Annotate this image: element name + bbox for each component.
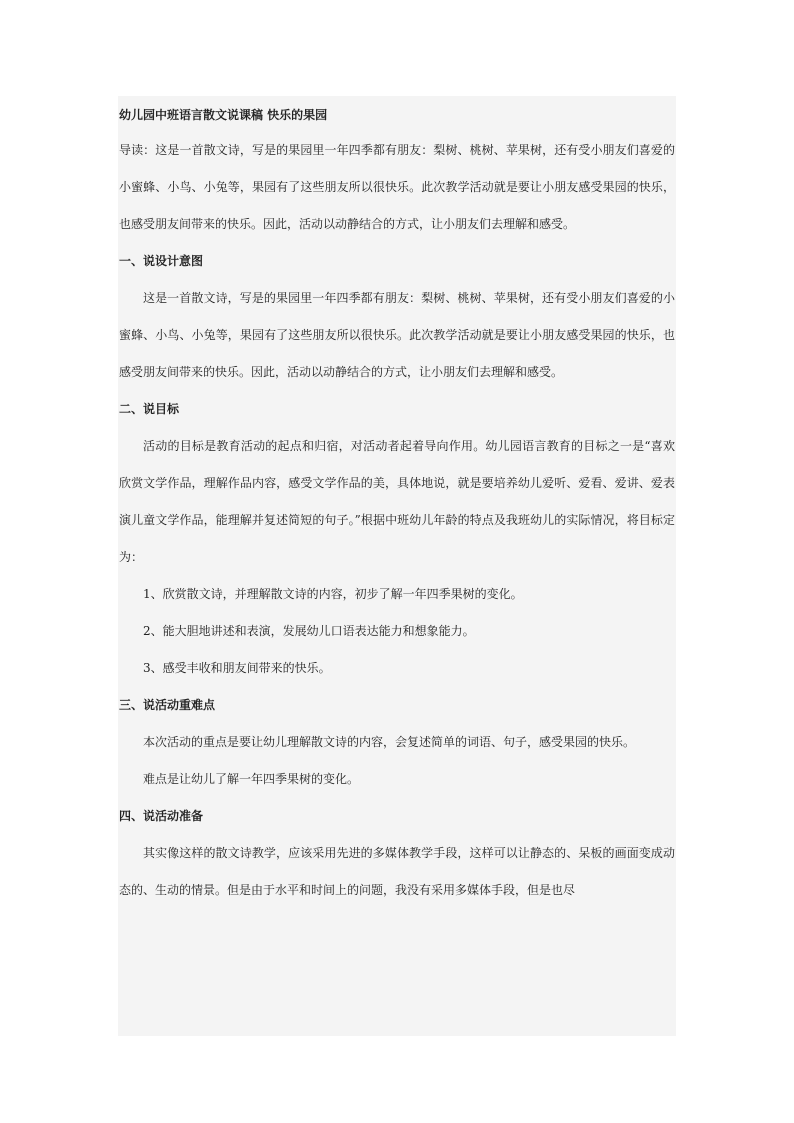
document-title: 幼儿园中班语言散文说课稿 快乐的果园 xyxy=(119,108,328,122)
section-heading-preparation: 四、说活动准备 xyxy=(119,809,204,823)
section-paragraph: 这是一首散文诗，写是的果园里一年四季都有朋友：梨树、桃树、苹果树，还有受小朋友们喜爱的小蜜蜂、小鸟、小兔等，果园有了这些朋友所以很快乐。此次教学活动就是要让小朋友感受果园的快乐，也感受朋友间带来的快乐。因此，活动以动静结合的方式，让小朋友们去理解和感受。 xyxy=(119,291,675,379)
section-paragraph: 其实像这样的散文诗教学，应该采用先进的多媒体教学手段，这样可以让静态的、呆板的画面变成动态的、生动的情景。但是由于水平和时间上的问题，我没有采用多媒体手段，但是也尽 xyxy=(119,846,675,897)
section-paragraph: 本次活动的重点是要让幼儿理解散文诗的内容，会复述简单的词语、句子，感受果园的快乐。 xyxy=(143,735,636,749)
section-heading-design-intent: 一、说设计意图 xyxy=(119,254,204,268)
goal-item-1: 1、欣赏散文诗，并理解散文诗的内容，初步了解一年四季果树的变化。 xyxy=(143,587,523,601)
goal-item-3: 3、感受丰收和朋友间带来的快乐。 xyxy=(143,661,331,675)
document-content xyxy=(119,96,675,909)
section-heading-goals: 二、说目标 xyxy=(119,402,180,416)
section-heading-key-points: 三、说活动重难点 xyxy=(119,698,216,712)
document-page xyxy=(118,96,676,1036)
section-paragraph: 难点是让幼儿了解一年四季果树的变化。 xyxy=(143,772,360,786)
intro-paragraph: 导读：这是一首散文诗，写是的果园里一年四季都有朋友：梨树、桃树、苹果树，还有受小朋友们喜爱的小蜜蜂、小鸟、小兔等，果园有了这些朋友所以很快乐。此次教学活动就是要让小朋友感受果园的快乐，也感受朋友间带来的快乐。因此，活动以动静结合的方式，让小朋友们去理解和感受。 xyxy=(119,143,675,231)
section-paragraph: 活动的目标是教育活动的起点和归宿，对活动者起着导向作用。幼儿园语言教育的目标之一是“喜欢欣赏文学作品，理解作品内容，感受文学作品的美，具体地说，就是要培养幼儿爱听、爱看、爱讲、爱表演儿童文学作品，能理解并复述简短的句子。”根据中班幼儿年龄的特点及我班幼儿的实际情况，将目标定为： xyxy=(119,439,675,564)
goal-item-2: 2、能大胆地讲述和表演，发展幼儿口语表达能力和想象能力。 xyxy=(143,624,475,638)
